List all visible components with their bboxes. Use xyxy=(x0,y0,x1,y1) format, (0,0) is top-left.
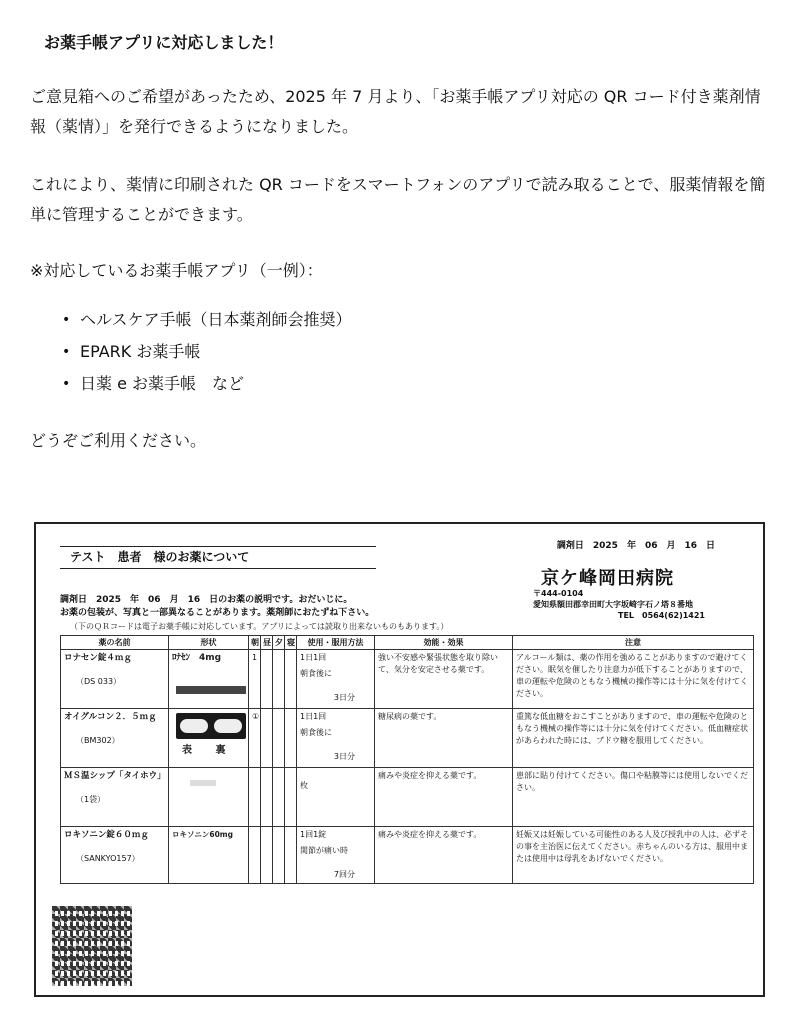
drug-code: （BM302） xyxy=(76,736,120,745)
compress-image xyxy=(190,780,216,786)
notice-title: お薬手帳アプリに対応しました！ xyxy=(44,33,284,52)
postal-code: 〒444-0104 xyxy=(533,589,584,598)
dose-bedtime xyxy=(285,650,297,709)
table-row xyxy=(61,768,754,827)
address-line: 愛知県額田郡幸田町大字坂崎字石ノ塔８番地 xyxy=(533,600,693,609)
bullet-icon: • xyxy=(62,376,71,392)
effect-cell: 痛みや炎症を抑える薬です。 xyxy=(375,827,513,884)
dose-noon xyxy=(261,827,273,884)
table-header-row xyxy=(61,636,754,650)
drug-image-cell xyxy=(169,827,249,884)
drug-image-cell xyxy=(169,650,249,709)
app-list-item: • 日薬 e お薬手帳 など xyxy=(46,368,352,400)
medication-table xyxy=(60,635,754,884)
drug-name-cell xyxy=(61,827,169,884)
notice-paragraph-apps-heading: ※対応しているお薬手帳アプリ（一例）： xyxy=(30,261,323,280)
drug-image-cell xyxy=(169,709,249,768)
drug-name-cell xyxy=(61,709,169,768)
usage-cell: 1回1錠 関節が痛い時 7回分 xyxy=(297,827,375,884)
divider xyxy=(60,546,376,547)
dose-morning xyxy=(249,768,261,827)
dose-evening xyxy=(273,650,285,709)
intro-line: 調剤日 2025 年 06 月 16 日のお薬の説明です。おだいじに。 xyxy=(60,595,353,605)
header-usage: 使用・服用方法 xyxy=(297,636,375,650)
prescription-sheet xyxy=(34,522,765,997)
dose-morning: ① xyxy=(249,709,261,768)
dose-morning: 1 xyxy=(249,650,261,709)
pill-shape xyxy=(214,719,242,733)
hospital-address xyxy=(533,588,693,610)
caution-cell: アルコール類は、薬の作用を強めることがありますので避けてください。眠気を催したり注意力が低下することがありますので、車の運転や危険のともなう機械の操作等には十分に気を付けてください。 xyxy=(513,650,754,709)
drug-name: ロキソニン錠６０ｍｇ xyxy=(64,830,149,840)
intro-line: お薬の包装が、写真と一部異なることがあります。薬剤師におたずね下さい。 xyxy=(60,608,375,618)
effect-cell: 痛みや炎症を抑える薬です。 xyxy=(375,768,513,827)
effect-cell: 強い不安感や緊張状態を取り除いて、気分を安定させる薬です。 xyxy=(375,650,513,709)
table-row xyxy=(61,650,754,709)
header-noon: 昼 xyxy=(261,636,273,650)
package-label: ﾛﾅｾﾝ 4mg xyxy=(172,653,222,663)
patient-heading: テスト 患者 様のお薬について xyxy=(70,550,250,564)
header-bedtime: 寝 xyxy=(285,636,297,650)
drug-package-image xyxy=(172,652,245,702)
effect-cell: 糖尿病の薬です。 xyxy=(375,709,513,768)
caution-cell: 患部に貼り付けてください。傷口や粘膜等には使用しないでください。 xyxy=(513,768,754,827)
usage-cell: 枚 xyxy=(297,768,375,827)
header-effect: 効能・効果 xyxy=(375,636,513,650)
blister-strip xyxy=(176,686,246,694)
table-row xyxy=(61,709,754,768)
drug-package-image xyxy=(172,711,245,761)
qr-code xyxy=(52,906,132,986)
app-list-item: • ヘルスケア手帳（日本薬剤師会推奨） xyxy=(46,304,352,336)
drug-code: （1袋） xyxy=(76,795,106,804)
usage-cell: 1日1回 朝食後に 3日分 xyxy=(297,650,375,709)
bullet-icon: • xyxy=(62,344,71,360)
drug-name: ロナセン錠４ｍｇ xyxy=(64,653,132,663)
package-label: ロキソニン60mg xyxy=(172,830,233,839)
app-list xyxy=(46,304,352,400)
pill-shape xyxy=(180,719,208,733)
drug-code: （SANKYO157） xyxy=(76,854,140,863)
package-label: 表 裏 xyxy=(182,745,236,756)
hospital-name: 京ケ峰岡田病院 xyxy=(541,568,674,589)
divider xyxy=(60,568,376,569)
dose-morning xyxy=(249,827,261,884)
bullet-icon: • xyxy=(62,312,71,328)
dose-noon xyxy=(261,709,273,768)
dose-bedtime xyxy=(285,827,297,884)
drug-name: オイグルコン２．５ｍｇ xyxy=(64,712,157,722)
dose-bedtime xyxy=(285,768,297,827)
hospital-tel: TEL 0564(62)1421 xyxy=(618,611,705,620)
drug-package-image xyxy=(172,829,245,879)
caution-cell: 重篤な低血糖をおこすことがありますので、車の運転や危険のともなう機械の操作等には十分に気を付けてください。低血糖症状があらわれた時には、ブドウ糖を服用してください。 xyxy=(513,709,754,768)
notice-paragraph-qr: これにより、薬情に印刷された QR コードをスマートフォンのアプリで読み取ることで、服薬情報を簡単に管理することができます。 xyxy=(30,175,766,224)
header-caution: 注意 xyxy=(513,636,754,650)
dose-evening xyxy=(273,709,285,768)
dose-noon xyxy=(261,768,273,827)
header-evening: 夕 xyxy=(273,636,285,650)
qr-note: （下のＱＲコードは電子お薬手帳に対応しています。アプリによっては読取り出来ないものもあります。） xyxy=(70,622,449,631)
dose-evening xyxy=(273,768,285,827)
app-list-item: • EPARK お薬手帳 xyxy=(46,336,352,368)
dose-evening xyxy=(273,827,285,884)
header-name: 薬の名前 xyxy=(61,636,169,650)
table-row xyxy=(61,827,754,884)
drug-image-cell xyxy=(169,768,249,827)
drug-name: ＭＳ温シップ「タイホウ」 xyxy=(64,771,166,781)
header-morning: 朝 xyxy=(249,636,261,650)
drug-package-image xyxy=(172,770,245,820)
notice-closing: どうぞご利用ください。 xyxy=(30,431,207,450)
sheet-intro xyxy=(60,594,448,633)
dose-bedtime xyxy=(285,709,297,768)
header-shape: 形状 xyxy=(169,636,249,650)
drug-name-cell xyxy=(61,650,169,709)
caution-cell: 妊娠又は妊娠している可能性のある人及び授乳中の人は、必ずその事を主治医に伝えてください。赤ちゃんのいる方は、服用中または使用中は母乳をあげないでください。 xyxy=(513,827,754,884)
drug-name-cell xyxy=(61,768,169,827)
dose-noon xyxy=(261,650,273,709)
usage-cell: 1日1回 朝食後に 3日分 xyxy=(297,709,375,768)
notice-paragraph-intro: ご意見箱へのご希望があったため、2025 年 7 月より、「お薬手帳アプリ対応の QR コード付き薬剤情報（薬情）」を発行できるようになりました。 xyxy=(30,87,761,136)
sheet-dispense-date: 調剤日 2025 年 06 月 16 日 xyxy=(556,541,715,551)
drug-code: （DS 033） xyxy=(76,677,122,686)
